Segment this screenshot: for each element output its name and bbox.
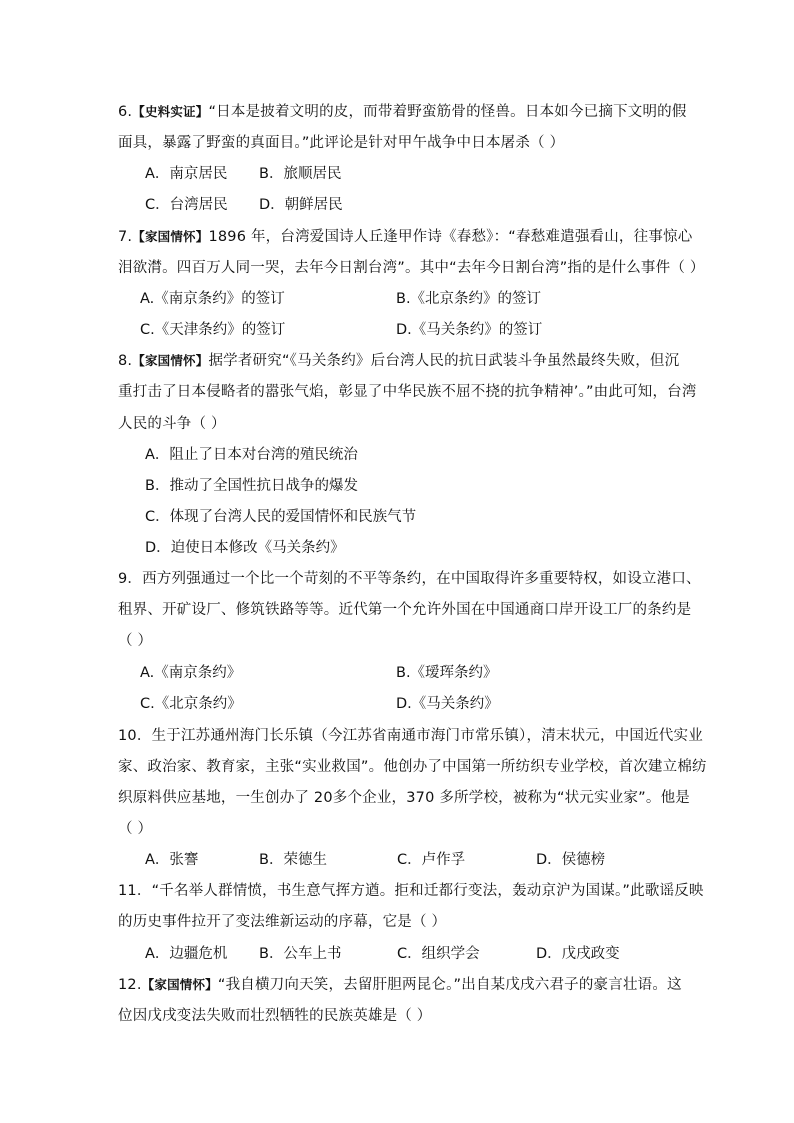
q6-text-2: 面具，暴露了野蛮的真面目。”此评论是针对甲午战争中日本屠杀（ ） <box>118 135 565 151</box>
q7-tag: 【家国情怀】 <box>132 229 209 244</box>
q9-option-b[interactable]: B.《瑷珲条约》 <box>396 665 498 681</box>
q6-option-d[interactable]: D．朝鲜居民 <box>259 197 343 213</box>
q11-option-a[interactable]: A．边疆危机 <box>145 946 228 962</box>
q9-text-2: 租界、开矿设厂、修筑铁路等等。近代第一个允许外国在中国通商口岸开设工厂的条约是 <box>118 602 692 618</box>
q8-line-1 <box>118 351 679 371</box>
q6-option-c[interactable]: C．台湾居民 <box>145 197 228 213</box>
q6-line-1 <box>118 102 687 122</box>
q12-text-1: “我自横刀向天笑，去留肝胆两昆仑。”出自某戊戌六君子的豪言壮语。这 <box>217 977 682 993</box>
q10-option-b[interactable]: B．荣德生 <box>259 852 327 868</box>
q10-line-1 <box>118 726 703 746</box>
q8-option-c[interactable]: C．体现了台湾人民的爱国情怀和民族气节 <box>145 509 417 525</box>
q9-text-1: 西方列强通过一个比一个苛刻的不平等条约，在中国取得许多重要特权，如设立港口、 <box>142 571 701 587</box>
q12-number: 12. <box>118 977 142 993</box>
q9-option-c[interactable]: C.《北京条约》 <box>140 696 242 712</box>
q11-option-d[interactable]: D．戊戌政变 <box>536 946 620 962</box>
q10-text-2: 家、政治家、教育家，主张“实业救国”。他创办了中国第一所纺织专业学校，首次建立棉纺 <box>118 759 707 775</box>
q7-option-d[interactable]: D.《马关条约》的签订 <box>396 322 543 338</box>
q11-option-c[interactable]: C．组织学会 <box>397 946 480 962</box>
q6-text-1: “日本是披着文明的皮，而带着野蛮筋骨的怪兽。日本如今已摘下文明的假 <box>208 104 687 120</box>
q6-option-a[interactable]: A．南京居民 <box>145 166 228 182</box>
q8-text-1: 据学者研究“《马关条约》后台湾人民的抗日武装斗争虽然最终失败，但沉 <box>208 353 680 369</box>
q6-number: 6. <box>118 104 133 120</box>
q6-option-b[interactable]: B．旅顺居民 <box>259 166 342 182</box>
q10-text-1: 生于江苏通州海门长乐镇（今江苏省南通市海门市常乐镇），清末状元，中国近代实业 <box>151 728 703 744</box>
q7-text-2: 泪欲潸。四百万人同一哭，去年今日割台湾”。其中“去年今日割台湾”指的是什么事件（ ） <box>118 260 705 276</box>
q10-number: 10． <box>118 728 152 744</box>
q7-line-1 <box>118 227 692 247</box>
q8-text-3: 人民的斗争（ ） <box>118 416 226 432</box>
q11-text-2: 的历史事件拉开了变法维新运动的序幕，它是（ ） <box>118 914 447 930</box>
q11-text-1: “千名举人群情愤，书生意气挥方遒。拒和迁都行变法，轰动京沪为国谋。”此歌谣反映 <box>151 883 704 899</box>
q8-option-a[interactable]: A．阻止了日本对台湾的殖民统治 <box>145 447 358 463</box>
q10-option-a[interactable]: A．张謇 <box>145 852 199 868</box>
q8-option-d[interactable]: D．迫使日本修改《马关条约》 <box>145 540 345 556</box>
q8-option-b[interactable]: B．推动了全国性抗日战争的爆发 <box>145 478 358 494</box>
q7-text-1: 1896 年，台湾爱国诗人丘逢甲作诗《春愁》：“春愁难遣强看山，往事惊心 <box>208 229 693 245</box>
q8-text-2: 重打击了日本侵略者的嚣张气焰，彰显了中华民族不屈不挠的抗争精神’。”由此可知，台湾 <box>118 384 697 400</box>
q7-option-a[interactable]: A.《南京条约》的签订 <box>140 291 285 307</box>
q9-text-3: （ ） <box>118 633 153 649</box>
q8-number: 8. <box>118 353 133 369</box>
q12-line-1 <box>118 975 682 995</box>
q11-line-1 <box>118 881 704 901</box>
q10-text-4: （ ） <box>118 821 153 837</box>
q9-line-1 <box>118 569 701 589</box>
q10-option-d[interactable]: D．侯德榜 <box>536 852 606 868</box>
q9-option-a[interactable]: A.《南京条约》 <box>140 665 242 681</box>
q7-number: 7. <box>118 229 133 245</box>
q6-tag: 【史料实证】 <box>132 104 209 119</box>
q12-text-2: 位因戊戌变法失败而壮烈牺牲的民族英雄是（ ） <box>118 1008 432 1024</box>
q10-text-3: 织原料供应基地，一生创办了 20多个企业，370 多所学校，被称为“状元实业家”。他是 <box>118 790 690 806</box>
q11-option-b[interactable]: B．公车上书 <box>259 946 342 962</box>
q9-number: 9． <box>118 571 143 587</box>
q11-number: 11． <box>118 883 152 899</box>
q12-tag: 【家国情怀】 <box>141 977 218 992</box>
q8-tag: 【家国情怀】 <box>132 353 209 368</box>
q10-option-c[interactable]: C．卢作孚 <box>397 852 466 868</box>
q9-option-d[interactable]: D.《马关条约》 <box>396 696 499 712</box>
q7-option-b[interactable]: B.《北京条约》的签订 <box>396 291 542 307</box>
q7-option-c[interactable]: C.《天津条约》的签订 <box>140 322 286 338</box>
